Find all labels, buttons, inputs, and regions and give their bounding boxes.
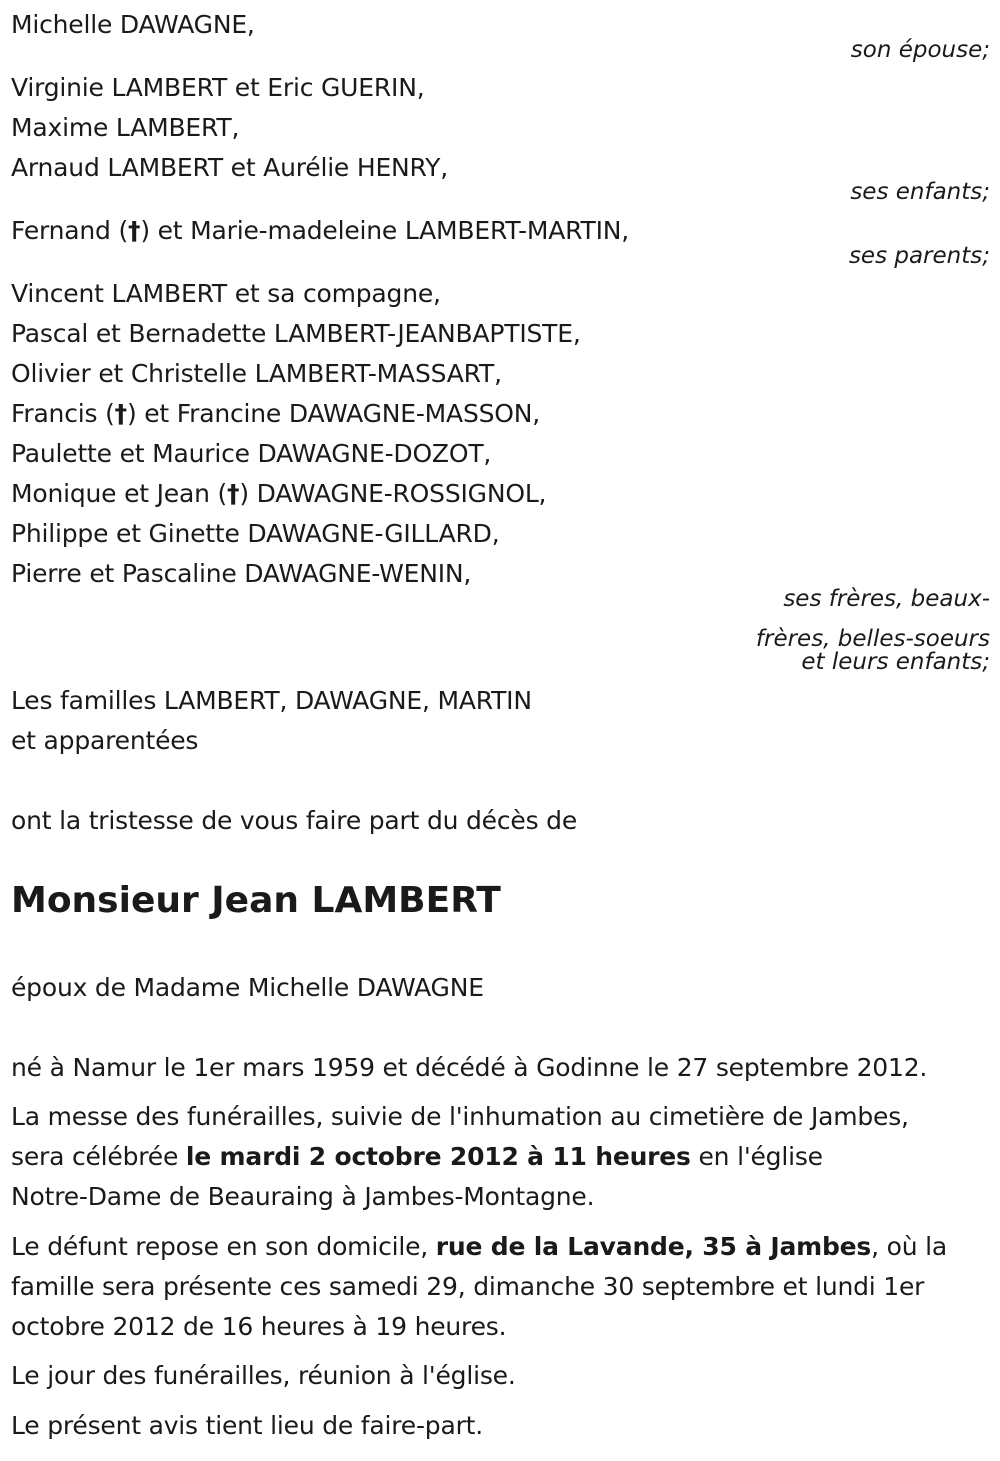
meeting-line: Le jour des funérailles, réunion à l'église. xyxy=(11,1361,516,1390)
announcement: ont la tristesse de vous faire part du décès de xyxy=(11,806,578,835)
wife-role: son épouse; xyxy=(850,37,990,63)
birth-death-line: né à Namur le 1er mars 1959 et décédé à Godinne le 27 septembre 2012. xyxy=(11,1053,928,1082)
sibling-line: Pascal et Bernadette LAMBERT-JEANBAPTISTE, xyxy=(11,319,581,348)
siblings-role-line: ses frères, beaux- xyxy=(783,586,990,612)
wife-name: Michelle DAWAGNE, xyxy=(11,10,255,39)
siblings-role-line: et leurs enfants; xyxy=(801,649,990,675)
child-line: Arnaud LAMBERT et Aurélie HENRY, xyxy=(11,153,448,182)
sibling-line: Vincent LAMBERT et sa compagne, xyxy=(11,279,441,308)
families-line: Les familles LAMBERT, DAWAGNE, MARTIN xyxy=(11,686,532,715)
spouse-line: époux de Madame Michelle DAWAGNE xyxy=(11,973,484,1002)
sibling-line: Paulette et Maurice DAWAGNE-DOZOT, xyxy=(11,439,492,468)
sibling-line: Pierre et Pascaline DAWAGNE-WENIN, xyxy=(11,559,472,588)
child-line: Virginie LAMBERT et Eric GUERIN, xyxy=(11,73,425,102)
child-line: Maxime LAMBERT, xyxy=(11,113,240,142)
deceased-name: Monsieur Jean LAMBERT xyxy=(11,880,501,921)
funeral-line: Notre-Dame de Beauraing à Jambes-Montagne. xyxy=(11,1182,595,1211)
rest-line: famille sera présente ces samedi 29, dimanche 30 septembre et lundi 1er xyxy=(11,1272,925,1301)
sibling-line: Monique et Jean (†) DAWAGNE-ROSSIGNOL, xyxy=(11,479,547,508)
cross-icon: † xyxy=(227,479,240,508)
parents-role: ses parents; xyxy=(848,243,990,269)
funeral-line: La messe des funérailles, suivie de l'inhumation au cimetière de Jambes, xyxy=(11,1102,909,1131)
sibling-line: Francis (†) et Francine DAWAGNE-MASSON, xyxy=(11,399,541,428)
children-role: ses enfants; xyxy=(850,179,990,205)
rest-line: Le défunt repose en son domicile, rue de la Lavande, 35 à Jambes, où la xyxy=(11,1232,947,1261)
notice-line: Le présent avis tient lieu de faire-part. xyxy=(11,1411,484,1440)
funeral-line: sera célébrée le mardi 2 octobre 2012 à 11 heures en l'église xyxy=(11,1142,823,1171)
cross-icon: † xyxy=(128,216,141,245)
families-line: et apparentées xyxy=(11,726,199,755)
sibling-line: Olivier et Christelle LAMBERT-MASSART, xyxy=(11,359,502,388)
home-address: rue de la Lavande, 35 à Jambes xyxy=(435,1232,872,1261)
funeral-date: le mardi 2 octobre 2012 à 11 heures xyxy=(185,1142,691,1171)
rest-line: octobre 2012 de 16 heures à 19 heures. xyxy=(11,1312,507,1341)
cross-icon: † xyxy=(114,399,127,428)
siblings-role-line: frères, belles-soeurs xyxy=(755,626,990,652)
parents-line: Fernand (†) et Marie-madeleine LAMBERT-MARTIN, xyxy=(11,216,630,245)
sibling-line: Philippe et Ginette DAWAGNE-GILLARD, xyxy=(11,519,500,548)
